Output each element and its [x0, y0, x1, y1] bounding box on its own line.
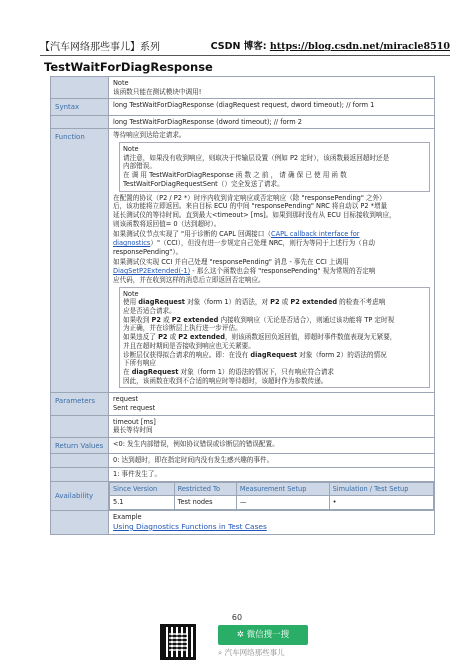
- param-desc: Sent request: [113, 404, 156, 413]
- bold-term: P2 extended: [171, 315, 219, 324]
- note-line: 下所有响应: [123, 359, 156, 368]
- row-example: [51, 511, 435, 534]
- text-span: 如果测试仪实现 CCI 并自己处理 "responsePending" 消息 - 事先在 CCI 上调用: [113, 258, 349, 267]
- text-span: responsePending"）。: [113, 247, 183, 256]
- note-line: 因此，该函数在收到不合适的响应时等待超时，该超时作为参数传递。: [123, 376, 328, 385]
- bold-term: P2: [270, 298, 280, 307]
- availability-table: [109, 482, 434, 510]
- note-label: Note: [123, 145, 139, 154]
- paragraph-line: 后，该功能将立即返回。来自目标 ECU 的中间 "responsePending" NRC 将自动以 P2 *增量: [113, 202, 388, 211]
- note-line: [123, 298, 426, 307]
- availability-value: •: [329, 496, 433, 510]
- availability-header-row: [110, 482, 434, 496]
- text-span: 如果测试仪节点实现了 "用于诊断的 CAPL 回调接口（: [113, 230, 271, 239]
- bold-term: diagRequest: [131, 367, 179, 376]
- param-request: [109, 393, 435, 415]
- note-line: [123, 351, 426, 360]
- note-line: TestWaitForDiagRequestSent（）完全发送了请求。: [123, 179, 284, 188]
- row-syntax-2: [51, 115, 435, 129]
- availability-header: Restricted To: [174, 482, 236, 496]
- label-empty: [51, 77, 109, 99]
- blog-label: CSDN 博客:: [210, 41, 270, 52]
- page-header: [40, 38, 450, 54]
- text-span: - 那么这个函数也会将 "responsePending" 视为常规的否定响: [190, 267, 376, 276]
- text-span: 使用: [123, 298, 139, 307]
- availability-value: Test nodes: [174, 496, 236, 510]
- label-availability: Availability: [51, 481, 109, 510]
- text-span: 诊断层仅获得拟合请求的响应。即：在没有: [123, 350, 251, 359]
- function-doc-table: [50, 76, 435, 535]
- availability-cell: [109, 481, 435, 510]
- page-number: 60: [231, 613, 243, 622]
- note-box-2: [119, 287, 430, 389]
- row-return-1: [51, 438, 435, 454]
- function-intro: 等待响应到达给定请求。: [113, 131, 186, 140]
- paragraph-line: 延长测试仪的等待时间。直到最大<timeout> [ms]。如果到那时没有从 ECU 目标接收到响应，: [113, 210, 396, 219]
- availability-header: Measurement Setup: [236, 482, 329, 496]
- text-span: 或: [167, 333, 179, 342]
- availability-value: —: [236, 496, 329, 510]
- text-span: 如果收到: [123, 315, 152, 324]
- syntax-form2: long TestWaitForDiagResponse (dword timeout); // form 2: [109, 115, 435, 129]
- search-icon: ⌕: [218, 648, 225, 657]
- note-line: 在 调 用 TestWaitForDiagResponse 函 数 之 前 ， 请 确 保 已 使 用 函 数: [123, 171, 347, 180]
- label-empty: [51, 511, 109, 534]
- note-label: Note: [123, 289, 139, 298]
- page-title: TestWaitForDiagResponse: [44, 60, 213, 74]
- example-cell: [109, 511, 435, 534]
- text-span: 的检查不考虑响: [337, 298, 386, 307]
- text-span: 或: [279, 298, 291, 307]
- note-line: 应是否适合请求。: [123, 307, 176, 315]
- row-return-2: [51, 454, 435, 468]
- cci-link[interactable]: CAPL callback interface for diagnostics: [113, 230, 360, 248]
- wechat-account: [218, 646, 328, 660]
- return-value-2: 0: 达到超时，即在指定时间内没有发生感兴趣的事件。: [109, 454, 435, 468]
- text-span: 在: [123, 367, 132, 376]
- example-link[interactable]: Using Diagnostics Functions in Test Cases: [113, 521, 267, 531]
- availability-value: 5.1: [110, 496, 175, 510]
- paragraph-line: 在配置的协议（P2 / P2 *）时序内收到肯定响应或否定响应（除 "responsePending" 之外）: [113, 193, 386, 202]
- label-parameters: Parameters: [51, 393, 109, 415]
- param-name: timeout [ms]: [113, 417, 156, 426]
- bold-term: P2 extended: [290, 298, 338, 307]
- paragraph-line: 则该函数将返回值= 0（达到超时）。: [113, 219, 221, 228]
- wechat-button-label: 微信搜一搜: [246, 630, 290, 640]
- function-cell: [109, 129, 435, 393]
- text-span: 对象（form 1）的语法的情况下，只有响应符合请求: [178, 367, 335, 376]
- availability-header: Since Version: [110, 482, 175, 496]
- text-span: 内接收到响应（无论是否适合），则通过该功能将 TP 定时视: [218, 315, 395, 324]
- label-empty: [51, 454, 109, 468]
- row-return-3: [51, 468, 435, 482]
- row-parameters-2: [51, 415, 435, 437]
- availability-value-row: [110, 496, 434, 510]
- note-box-1: [119, 142, 430, 192]
- note-text: 该函数只能在测试模块中调用!: [113, 87, 202, 96]
- row-availability: [51, 481, 435, 510]
- availability-header: Simulation / Test Setup: [329, 482, 433, 496]
- row-syntax-1: [51, 99, 435, 115]
- bold-term: diagRequest: [138, 298, 185, 307]
- syntax-form1: long TestWaitForDiagResponse (diagRequest request, dword timeout); // form 1: [109, 99, 435, 115]
- bold-term: P2 extended: [178, 333, 225, 342]
- row-parameters-1: [51, 393, 435, 415]
- wechat-account-name: 汽车网络那些事儿: [224, 648, 285, 657]
- bold-term: diagRequest: [250, 350, 298, 359]
- note-line: 内部错误。: [123, 162, 156, 171]
- param-desc: 最长等待时间: [113, 426, 153, 435]
- param-name: request: [113, 395, 139, 404]
- bold-term: P2: [158, 333, 168, 342]
- param-timeout: [109, 415, 435, 437]
- text-span: 对象（form 1）的语法，对: [184, 298, 271, 307]
- paragraph-cci: [113, 230, 430, 256]
- text-span: ）"（CCI），但没有进一步规定自己处理 NRC，则行为等同于上述行为（自动: [150, 239, 375, 248]
- row-note: [51, 77, 435, 99]
- note-label: Note: [113, 79, 129, 87]
- note-line: 请注意，如果没有收到响应，则取决于传输层设置（例如 P2 定时），该函数最返回超时还是: [123, 153, 390, 162]
- wechat-icon: ✲: [236, 630, 247, 640]
- label-empty: [51, 468, 109, 482]
- note-line: 为正确，并在诊断层上执行进一步评估。: [123, 324, 242, 333]
- bold-term: P2: [151, 315, 161, 324]
- label-return-values: Return Values: [51, 438, 109, 454]
- label-empty: [51, 115, 109, 129]
- text-span: 如果违反了: [123, 333, 159, 342]
- return-value-1: <0: 发生内部错误，例如协议错误或诊断层的错误配置。: [109, 438, 435, 454]
- label-function: Function: [51, 129, 109, 393]
- row-function: [51, 129, 435, 393]
- text-span: 或: [160, 315, 172, 324]
- example-label: Example: [113, 513, 142, 522]
- blog-reference: [211, 38, 450, 52]
- text-span: 对象（form 2）的语法的情况: [297, 350, 387, 359]
- label-empty: [51, 415, 109, 437]
- note-line: 并且在超时期间是否接收到响应也无关紧要。: [123, 341, 255, 350]
- wechat-search-button[interactable]: [218, 625, 308, 645]
- note-line: [123, 368, 426, 377]
- diagsetp2extended-link[interactable]: DiagSetP2Extended(-1): [113, 267, 191, 276]
- label-syntax: Syntax: [51, 99, 109, 115]
- qr-code-icon: [160, 624, 196, 660]
- paragraph-p2ext: [113, 258, 430, 284]
- text-span: ，则该函数返回负返回值，即超时事件数值表现为无紧要，: [224, 333, 397, 342]
- blog-url[interactable]: https://blog.csdn.net/miracle8510: [269, 41, 450, 52]
- text-span: 应代码，并在收到这样的消息后立即返回否定响应。: [113, 275, 265, 284]
- series-title: 【汽车网络那些事儿】系列: [40, 42, 160, 53]
- header-divider: [40, 55, 450, 56]
- return-value-3: 1: 事件发生了。: [109, 468, 435, 482]
- note-line: [123, 333, 426, 342]
- note-cell: [109, 77, 435, 99]
